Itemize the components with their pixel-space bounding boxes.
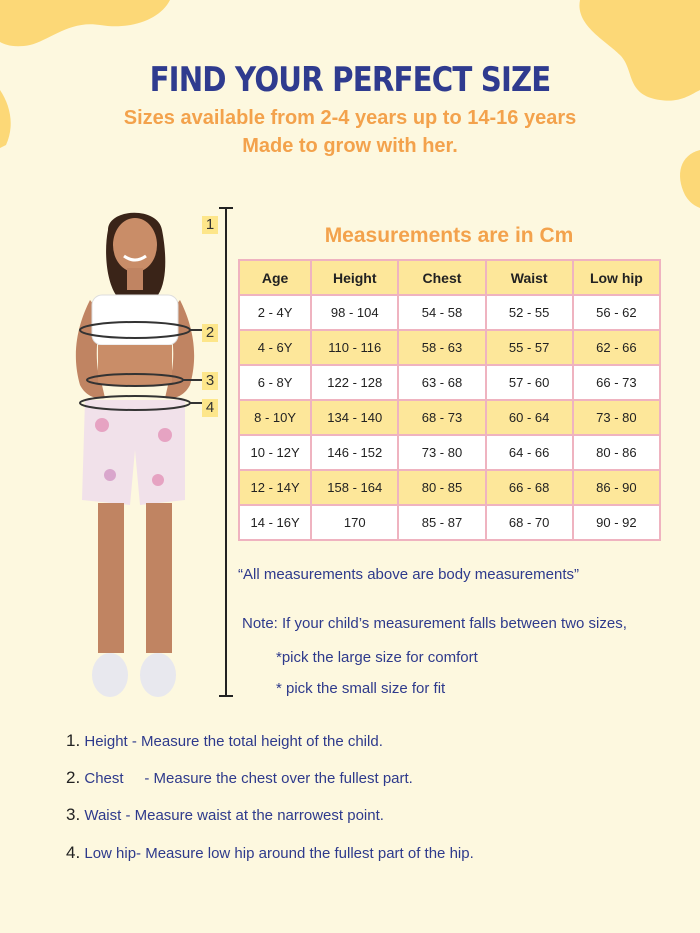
table-row: [239, 470, 660, 505]
cell-waist: 60 - 64: [486, 400, 573, 435]
table-row: [239, 365, 660, 400]
instruction-text: Low hip- Measure low hip around the fullest part of the hip.: [80, 845, 474, 862]
height-ruler-bottom-cap: [219, 695, 233, 697]
tip-small-size-fit: * pick the small size for fit: [276, 680, 446, 697]
marker-3-waist: 3: [202, 372, 218, 390]
table-row: [239, 400, 660, 435]
cell-height: 110 - 116: [311, 330, 398, 365]
column-header-waist: Waist: [486, 260, 573, 295]
page-title: FIND YOUR PERFECT SIZE: [149, 60, 551, 100]
instruction-number: 4.: [66, 843, 81, 862]
cell-age: 12 - 14Y: [239, 470, 311, 505]
cell-low-hip: 80 - 86: [573, 435, 660, 470]
cell-chest: 80 - 85: [398, 470, 485, 505]
cell-age: 4 - 6Y: [239, 330, 311, 365]
cell-waist: 55 - 57: [486, 330, 573, 365]
table-header-row: [239, 260, 660, 295]
column-header-height: Height: [311, 260, 398, 295]
instruction-height: [66, 731, 383, 751]
cell-waist: 66 - 68: [486, 470, 573, 505]
cell-waist: 52 - 55: [486, 295, 573, 330]
cell-height: 134 - 140: [311, 400, 398, 435]
table-row: [239, 295, 660, 330]
cell-height: 122 - 128: [311, 365, 398, 400]
subtitle-sizes-range: Sizes available from 2-4 years up to 14-16 years: [123, 107, 577, 129]
table-row: [239, 435, 660, 470]
cell-chest: 73 - 80: [398, 435, 485, 470]
cell-age: 2 - 4Y: [239, 295, 311, 330]
cell-height: 170: [311, 505, 398, 540]
cell-waist: 64 - 66: [486, 435, 573, 470]
marker-1-height: 1: [202, 216, 218, 234]
cell-low-hip: 62 - 66: [573, 330, 660, 365]
table-row: [239, 330, 660, 365]
subtitle-grow-with-her: Made to grow with her.: [242, 135, 458, 157]
height-ruler-line: [225, 207, 227, 697]
instruction-text: Height - Measure the total height of the child.: [80, 733, 383, 750]
cell-chest: 63 - 68: [398, 365, 485, 400]
marker-2-chest: 2: [202, 324, 218, 342]
cell-chest: 58 - 63: [398, 330, 485, 365]
cell-height: 98 - 104: [311, 295, 398, 330]
instruction-low-hip: [66, 843, 474, 863]
column-header-chest: Chest: [398, 260, 485, 295]
table-row: [239, 505, 660, 540]
cell-chest: 54 - 58: [398, 295, 485, 330]
measurements-unit-heading: Measurements are in Cm: [324, 224, 574, 247]
instruction-text: Waist - Measure waist at the narrowest point.: [80, 807, 384, 824]
instruction-text: Chest - Measure the chest over the fullest part.: [80, 770, 413, 787]
cell-age: 14 - 16Y: [239, 505, 311, 540]
instruction-chest: [66, 768, 413, 788]
cell-low-hip: 73 - 80: [573, 400, 660, 435]
decor-wave-top-right: [560, 0, 700, 210]
height-ruler-top-cap: [219, 207, 233, 209]
cell-low-hip: 86 - 90: [573, 470, 660, 505]
cell-low-hip: 90 - 92: [573, 505, 660, 540]
instruction-number: 1.: [66, 731, 81, 750]
cell-chest: 85 - 87: [398, 505, 485, 540]
cell-age: 6 - 8Y: [239, 365, 311, 400]
tip-large-size-comfort: *pick the large size for comfort: [276, 649, 478, 666]
model-figure-illustration: [40, 200, 240, 700]
marker-4-low-hip: 4: [202, 399, 218, 417]
cell-height: 146 - 152: [311, 435, 398, 470]
cell-low-hip: 66 - 73: [573, 365, 660, 400]
cell-low-hip: 56 - 62: [573, 295, 660, 330]
instruction-number: 3.: [66, 805, 81, 824]
between-sizes-note: Note: If your child’s measurement falls between two sizes,: [242, 615, 627, 632]
body-measurements-note: “All measurements above are body measurements”: [238, 566, 579, 583]
cell-waist: 68 - 70: [486, 505, 573, 540]
column-header-low-hip: Low hip: [573, 260, 660, 295]
cell-waist: 57 - 60: [486, 365, 573, 400]
cell-age: 8 - 10Y: [239, 400, 311, 435]
instruction-waist: [66, 805, 384, 825]
cell-chest: 68 - 73: [398, 400, 485, 435]
column-header-age: Age: [239, 260, 311, 295]
cell-height: 158 - 164: [311, 470, 398, 505]
instruction-number: 2.: [66, 768, 81, 787]
size-chart-table: [238, 259, 661, 541]
cell-age: 10 - 12Y: [239, 435, 311, 470]
